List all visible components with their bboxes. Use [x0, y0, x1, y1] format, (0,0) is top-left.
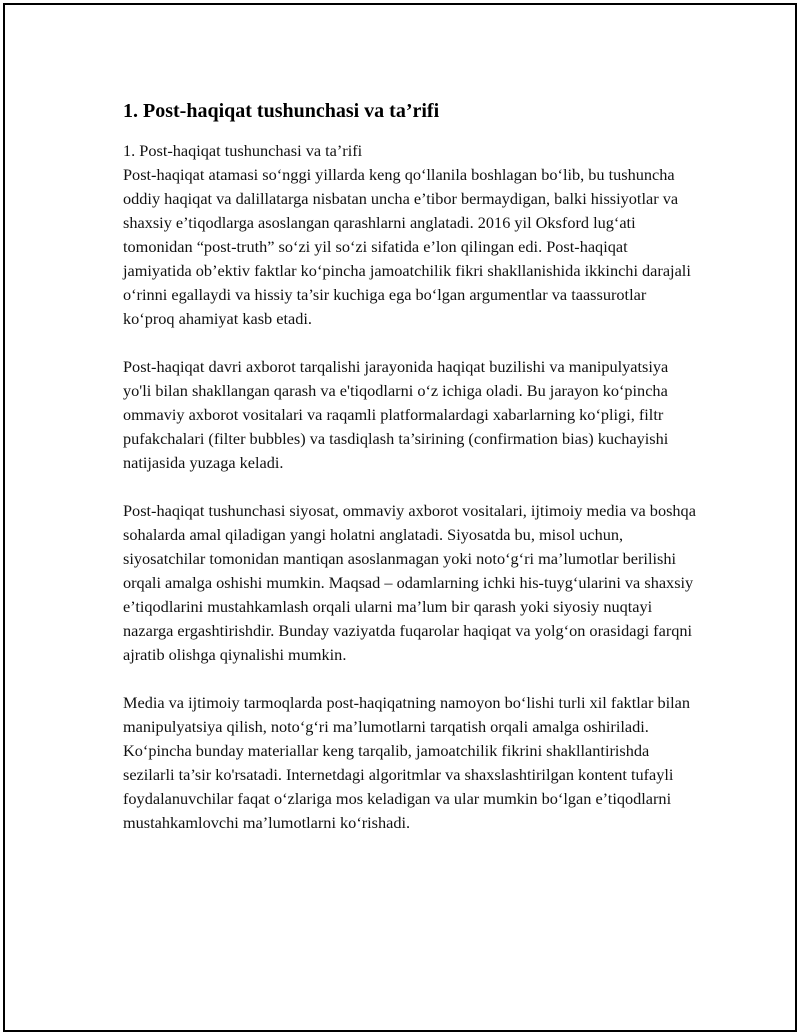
section-subheading: 1. Post-haqiqat tushunchasi va ta’rifi	[123, 141, 363, 160]
paragraph-4: Media va ijtimoiy tarmoqlarda post-haqiqatning namoyon bo‘lishi turli xil faktlar bilan manipulyatsiya qilish, noto‘g‘ri ma’lumotlarni tarqatish orqali amalga oshiriladi. Ko‘pincha bunday materiallar keng tarqalib, jamoatchilik fikrini shakllantirishda sezilarli ta’sir ko'rsatadi. Internetdagi algoritmlar va shaxslashtirilgan kontent tufayli foydalanuvchilar faqat o‘zlariga mos keladigan va ular mumkin bo‘lgan e’tiqodlarni mustahkamlovchi ma’lumotlarni ko‘rishadi.	[123, 693, 691, 832]
paragraph-1: Post-haqiqat atamasi so‘nggi yillarda keng qo‘llanila boshlagan bo‘lib, bu tushuncha oddiy haqiqat va dalillatarga nisbatan uncha e’tibor bermaydigan, balki hissiyotlar va shaxsiy e’tiqodlarga asoslangan qarashlarni anglatadi. 2016 yil Oksford lug‘ati tomonidan “post-truth” so‘zi yil so‘zi sifatida e’lon qilingan edi. Post-haqiqat jamiyatida ob’ektiv faktlar ko‘pincha jamoatchilik fikri shakllanishida ikkinchi darajali o‘rinni egallaydi va hissiy ta’sir kuchiga ega bo‘lgan argumentlar va taassurotlar ko‘proq ahamiyat kasb etadi.	[123, 165, 691, 328]
document-body	[123, 97, 698, 859]
paragraph-3: Post-haqiqat tushunchasi siyosat, ommaviy axborot vositalari, ijtimoiy media va boshqa sohalarda amal qiladigan yangi holatni anglatadi. Siyosatda bu, misol uchun, siyosatchilar tomonidan mantiqan asoslanmagan yoki noto‘g‘ri ma’lumotlar berilishi orqali amalga oshishi mumkin. Maqsad – odamlarning ichki his-tuyg‘ularini va shaxsiy e’tiqodlarini mustahkamlash orqali ularni ma’lum bir qarash yoki siyosiy nuqtayi nazarga ergashtirishdir. Bunday vaziyatda fuqarolar haqiqat va yolg‘on orasidagi farqni ajratib olishga qiynalishi mumkin.	[123, 501, 696, 664]
page-frame	[3, 3, 797, 1032]
paragraph-2: Post-haqiqat davri axborot tarqalishi jarayonida haqiqat buzilishi va manipulyatsiya yo'li bilan shakllangan qarash va e'tiqodlarni o‘z ichiga oladi. Bu jarayon ko‘pincha ommaviy axborot vositalari va raqamli platformalardagi xabarlarning ko‘pligi, filtr pufakchalari (filter bubbles) va tasdiqlash ta’sirining (confirmation bias) kuchayishi natijasida yuzaga keladi.	[123, 357, 669, 472]
section-heading: 1. Post-haqiqat tushunchasi va ta’rifi	[123, 100, 440, 122]
